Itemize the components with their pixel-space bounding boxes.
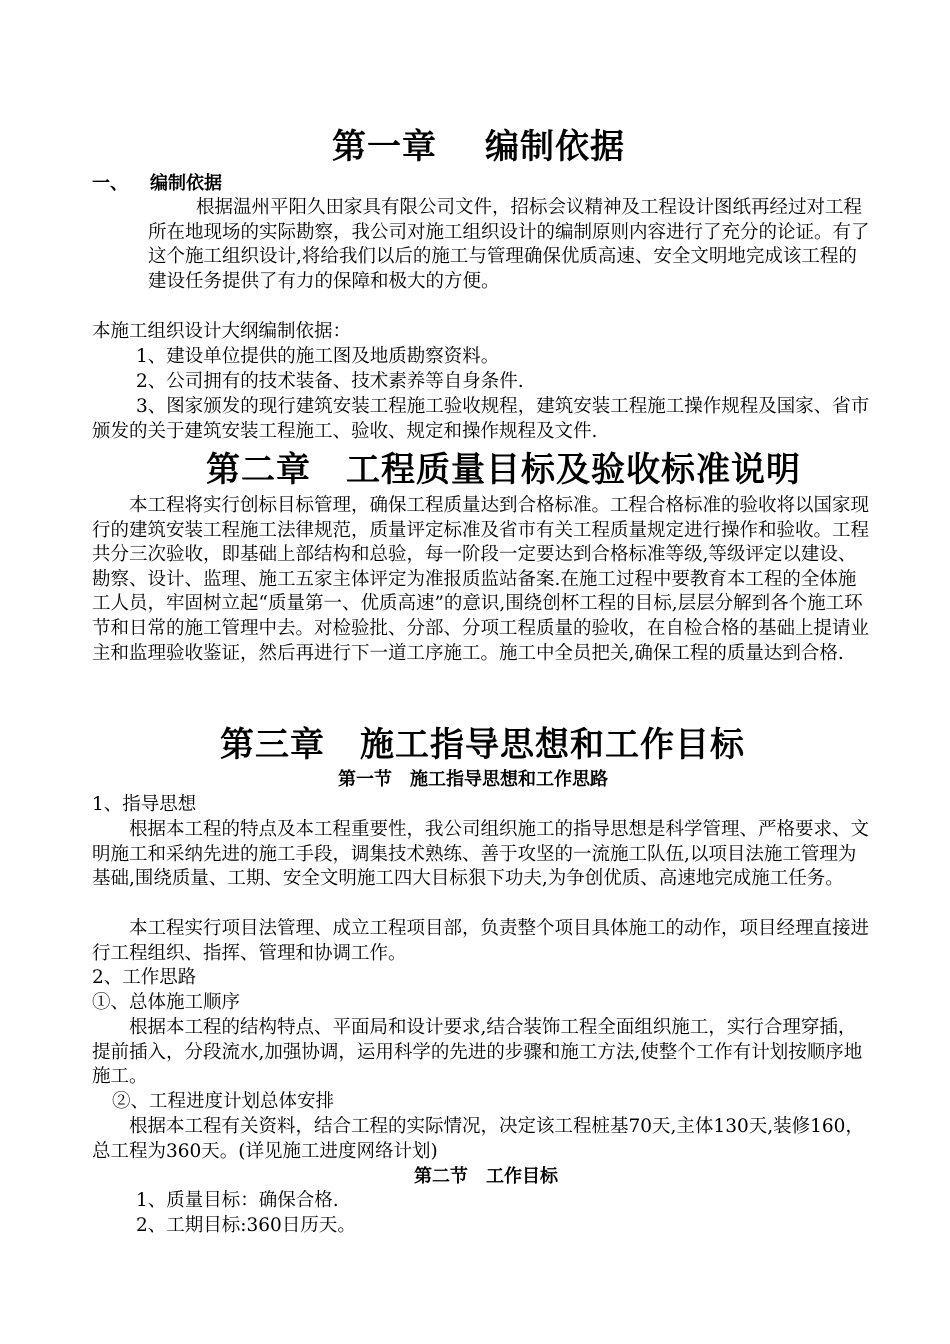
basis-item-1: 1、建设单位提供的施工图及地质勘察资料。	[136, 346, 500, 367]
section-title: 编制依据	[150, 173, 222, 194]
section-number: 一、	[92, 173, 128, 194]
basis-item-2: 2、公司拥有的技术装备、技术素养等自身条件.	[136, 371, 524, 392]
chapter1-title-number: 第一章	[332, 127, 437, 167]
chapter1-title-text: 编制依据	[485, 127, 625, 167]
chapter1-intro-paragraph: 根据温州平阳久田家具有限公司文件，招标会议精神及工程设计图纸再经过对工程所在地现场的实际勘察，我公司对施工组织设计的编制原则内容进行了充分的论证。有了这个施工组织设计,将给我们以后的施工与管理确保优质高速、安全文明地完成该工程的建设任务提供了有力的保障和极大的方便。	[148, 197, 870, 292]
guiding-thought-paragraph-2: 本工程实行项目法管理、成立工程项目部，负责整个项目具体施工的动作，项目经理直接进行工程组织、指挥、管理和协调工作。	[92, 918, 870, 964]
work-thinking-label: 2、工作思路	[92, 967, 197, 988]
schedule-label: ②、工程进度计划总体安排	[112, 1091, 335, 1112]
guiding-thought-paragraph-1: 根据本工程的特点及本工程重要性，我公司组织施工的指导思想是科学管理、严格要求、文明施工和采纳先进的施工手段，调集技术熟练、善于攻坚的一流施工队伍,以项目法施工管理为基础,围绕质量、工期、安全文明施工四大目标狠下功夫,为争创优质、高速地完成施工任务。	[92, 819, 870, 890]
guiding-thought-label: 1、指导思想	[92, 794, 197, 815]
goal-quality: 1、质量目标：确保合格.	[136, 1190, 339, 1211]
chapter3-title: 第三章 施工指导思想和工作目标	[220, 725, 745, 765]
basis-heading: 本施工组织设计大纲编制依据：	[92, 321, 352, 342]
chapter2-paragraph: 本工程将实行创标目标管理，确保工程质量达到合格标准。工程合格标准的验收将以国家现行的建筑安装工程施工法律规范，质量评定标准及省市有关工程质量规定进行操作和验收。工程共分三次验收，即基础上部结构和总验，每一阶段一定要达到合格标准等级,等级评定以建设、勘察、设计、监理、施工五家主体评定为准报质监站备案.在施工过程中要教育本工程的全体施工人员，牢固树立起“质量第一、优质高速”的意识,围绕创杯工程的目标,层层分解到各个施工环节和日常的施工管理中去。对检验批、分部、分项工程质量的验收，在自检合格的基础上提请业主和监理验收鉴证，然后再进行下一道工序施工。施工中全员把关,确保工程的质量达到合格.	[92, 495, 870, 664]
construction-order-label: ①、总体施工顺序	[92, 992, 241, 1013]
basis-item-3: 3、图家颁发的现行建筑安装工程施工验收规程，建筑安装工程施工操作规程及国家、省市颁发的关于建筑安装工程施工、验收、规定和操作规程及文件.	[92, 396, 870, 442]
schedule-paragraph: 根据本工程有关资料，结合工程的实际情况，决定该工程桩基70天,主体130天,装修160，总工程为360天。(详见施工进度网络计划)	[92, 1116, 864, 1162]
chapter1-section-heading	[92, 172, 222, 196]
construction-order-paragraph: 根据本工程的结构特点、平面局和设计要求,结合装饰工程全面组织施工，实行合理穿插，提前插入，分段流水,加强协调，运用科学的先进的步骤和施工方法,使整个工作有计划按顺序地施工。	[92, 1017, 863, 1088]
chapter3-section1-title: 第一节 施工指导思想和工作思路	[338, 769, 608, 790]
chapter3-section2-title: 第二节 工作目标	[414, 1166, 558, 1187]
chapter2-title: 第二章 工程质量目标及验收标准说明	[206, 450, 801, 490]
chapter1-title	[332, 127, 625, 167]
goal-schedule: 2、工期目标:360日历天。	[136, 1215, 356, 1236]
